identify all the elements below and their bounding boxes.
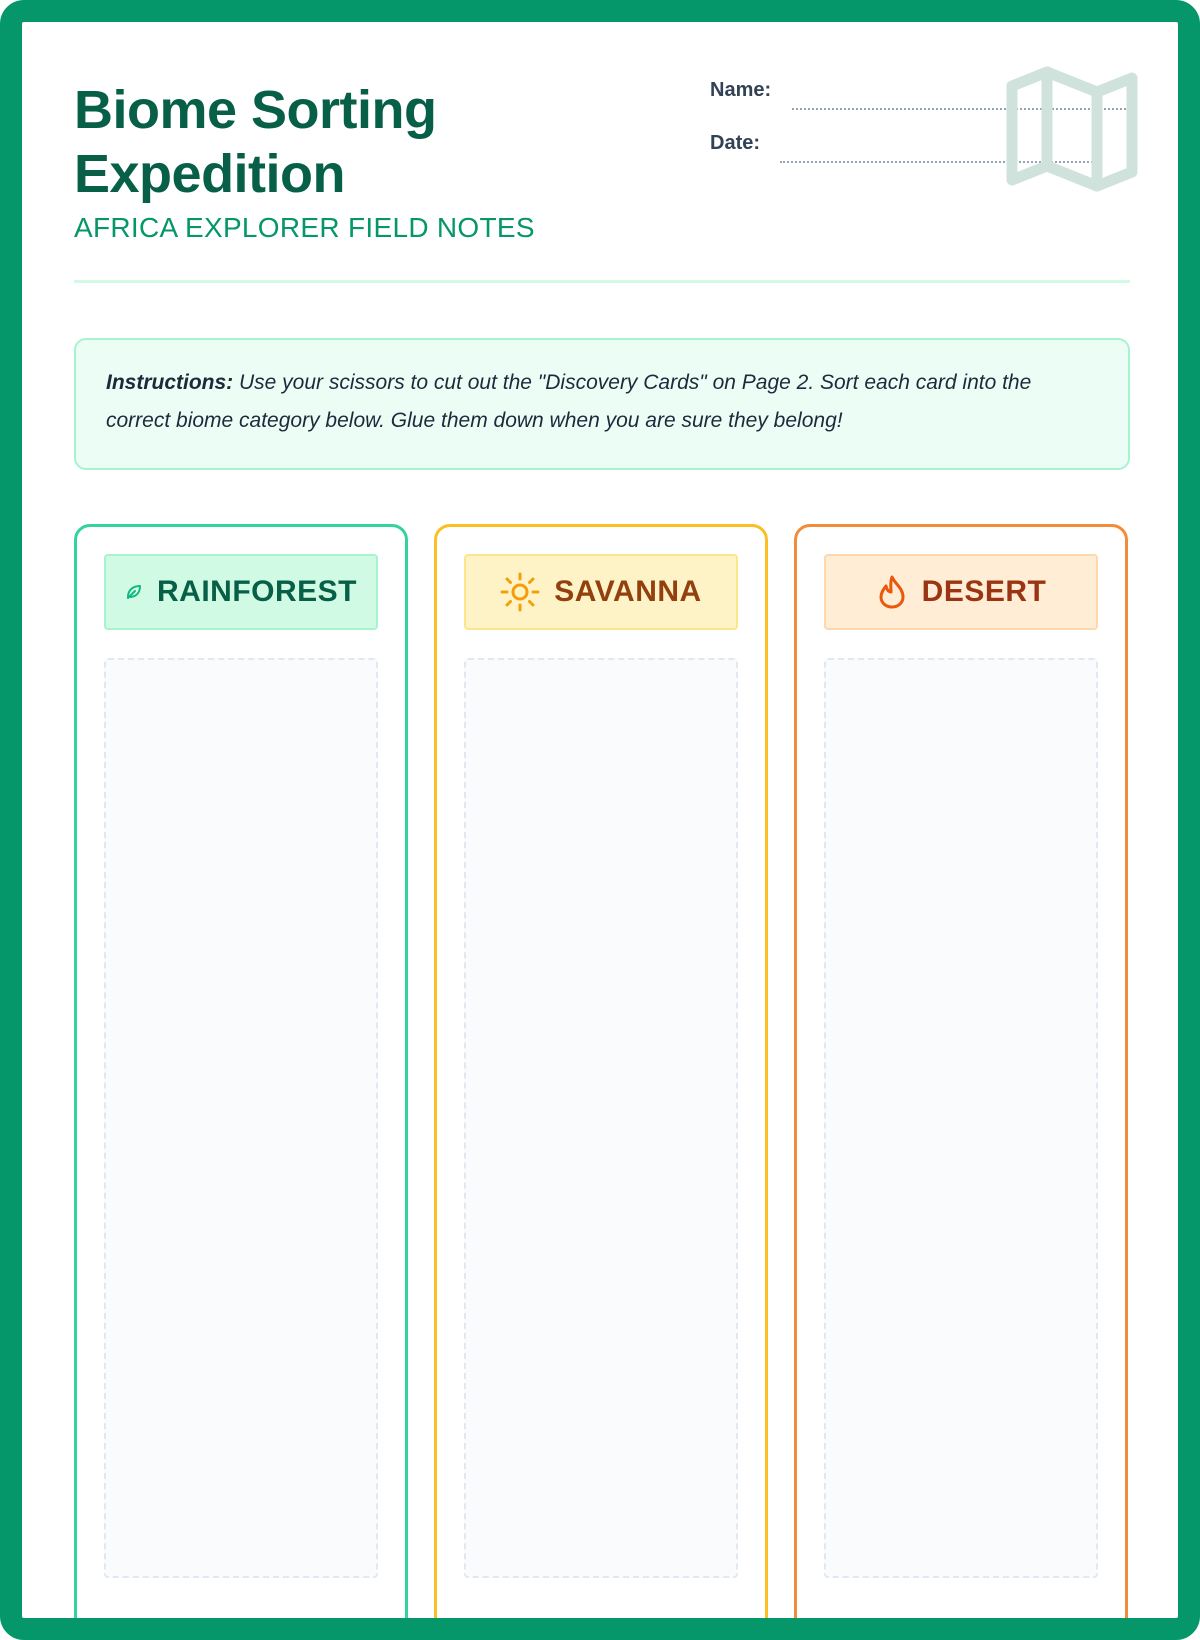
desert-header — [824, 554, 1098, 630]
savanna-card-area — [464, 658, 738, 1578]
rainforest-label: RAINFOREST — [157, 575, 357, 608]
instructions-lead: Instructions: — [106, 371, 234, 394]
desert-label: DESERT — [921, 575, 1047, 608]
title-line-2: Expedition — [74, 144, 346, 204]
column-desert — [794, 524, 1128, 1640]
leaf-icon — [125, 583, 143, 601]
column-savanna — [434, 524, 768, 1640]
rainforest-header — [104, 554, 378, 630]
savanna-label: SAVANNA — [554, 575, 702, 608]
instructions-box — [74, 338, 1130, 470]
sun-icon — [500, 572, 540, 612]
savanna-header — [464, 554, 738, 630]
page-subtitle: AFRICA EXPLORER FIELD NOTES — [74, 212, 535, 243]
page-title — [74, 78, 437, 206]
instructions-text: Use your scissors to cut out the "Discovery Cards" on Page 2. Sort each card into the correct biome category below. Glue them down when you are sure they belong! — [106, 371, 1032, 432]
title-line-1: Biome Sorting — [74, 80, 437, 140]
date-label: Date: — [710, 132, 761, 154]
column-rainforest — [74, 524, 408, 1640]
flame-icon — [876, 574, 908, 610]
header-divider — [74, 280, 1130, 283]
name-label: Name: — [710, 79, 772, 101]
rainforest-card-area — [104, 658, 378, 1578]
desert-card-area — [824, 658, 1098, 1578]
map-icon — [1005, 64, 1139, 196]
